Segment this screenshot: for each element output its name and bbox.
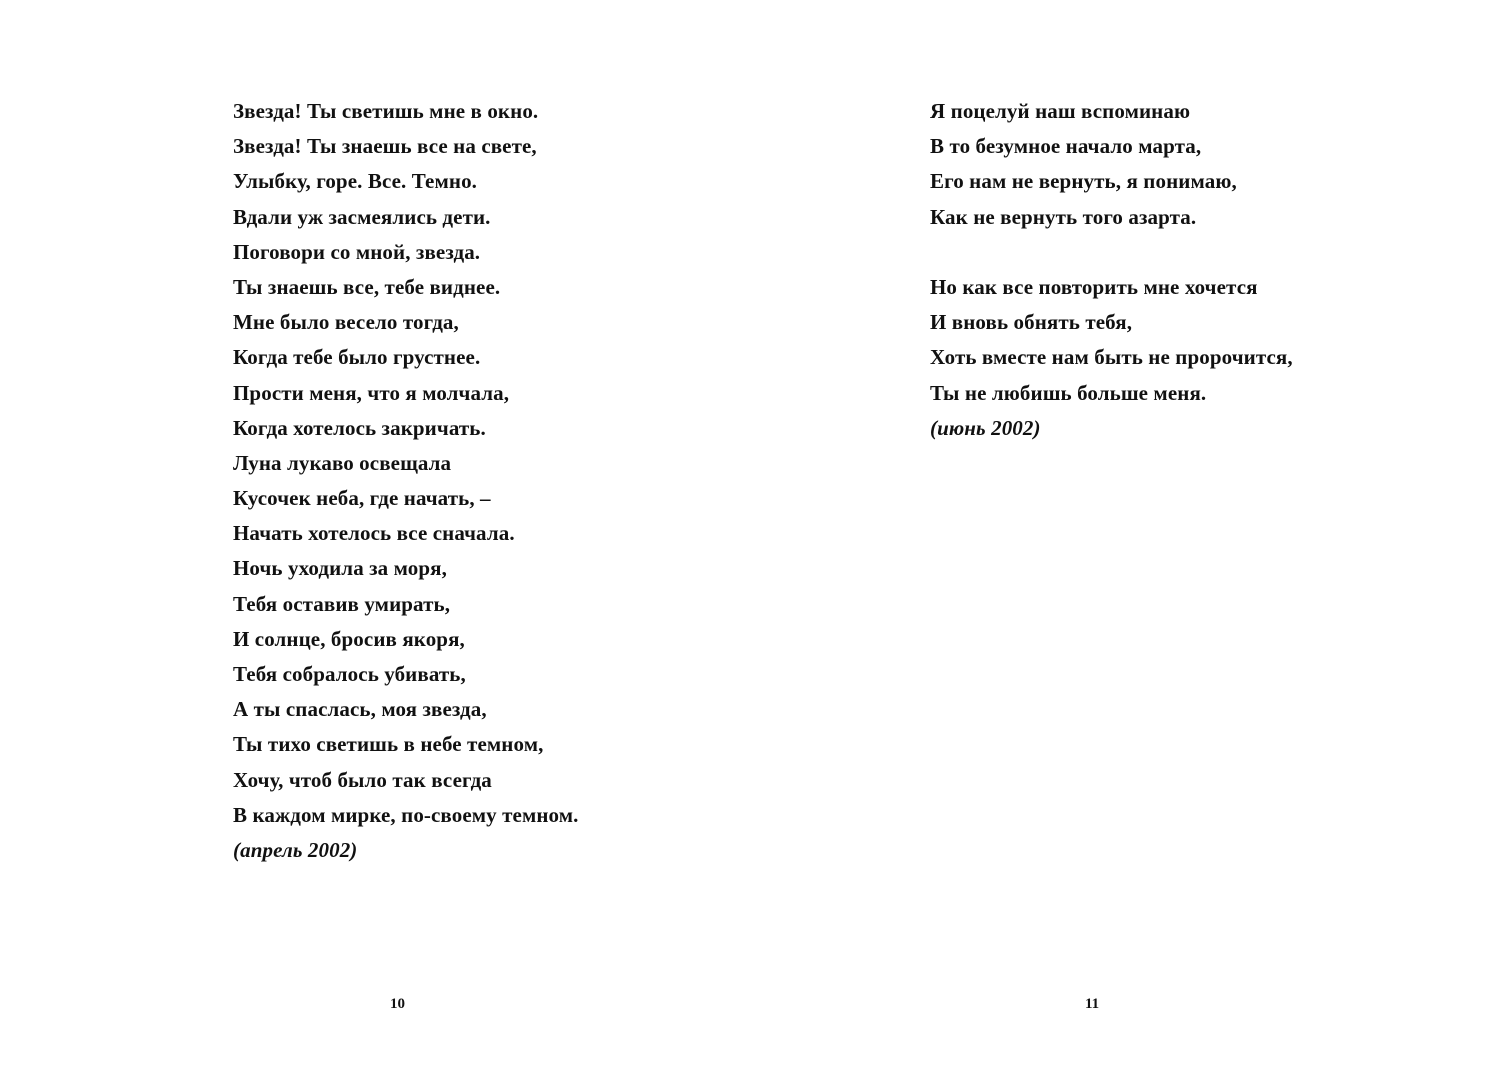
poem-line: Кусочек неба, где начать, –	[233, 486, 491, 511]
poem-line: Ночь уходила за моря,	[233, 556, 447, 581]
poem-line: Его нам не вернуть, я понимаю,	[930, 169, 1237, 194]
poem-line: Как не вернуть того азарта.	[930, 204, 1197, 229]
poem-line: В каждом мирке, по-своему темном.	[233, 802, 579, 827]
poem-line: Звезда! Ты знаешь все на свете,	[233, 134, 537, 159]
poem-line: Поговори со мной, звезда.	[233, 239, 481, 264]
poem-april-2002	[233, 94, 579, 868]
poem-line: Ты тихо светишь в небе темном,	[233, 732, 544, 757]
poem-line: Тебя оставив умирать,	[233, 591, 451, 616]
stanza-break	[930, 235, 1293, 270]
right-page	[750, 0, 1499, 1080]
poem-june-2002	[930, 94, 1293, 446]
poem-line: В то безумное начало марта,	[930, 134, 1202, 159]
poem-date: (апрель 2002)	[233, 837, 358, 862]
poem-line: И солнце, бросив якоря,	[233, 626, 465, 651]
poem-line: Луна лукаво освещала	[233, 450, 452, 475]
poem-line: Я поцелуй наш вспоминаю	[930, 99, 1191, 123]
poem-line: Но как все повторить мне хочется	[930, 274, 1258, 299]
poem-line: Когда хотелось закричать.	[233, 415, 486, 440]
poem-line: Вдали уж засмеялись дети.	[233, 204, 491, 229]
poem-date: (июнь 2002)	[930, 415, 1041, 440]
page-number: 11	[1085, 996, 1100, 1012]
poem-line: Хоть вместе нам быть не пророчится,	[930, 345, 1293, 370]
poem-line: И вновь обнять тебя,	[930, 310, 1133, 335]
poem-line: Улыбку, горе. Все. Темно.	[233, 169, 478, 194]
poem-line: Хочу, чтоб было так всегда	[233, 767, 492, 792]
poem-line: Ты знаешь все, тебе виднее.	[233, 274, 501, 299]
poem-line: Тебя собралось убивать,	[233, 662, 466, 686]
poem-line: Начать хотелось все сначала.	[233, 521, 515, 546]
poem-line: Звезда! Ты светишь мне в окно.	[233, 99, 539, 123]
page-number: 10	[390, 996, 405, 1012]
poem-line: А ты спаслась, моя звезда,	[233, 697, 487, 722]
poem-line: Когда тебе было грустнее.	[233, 345, 481, 370]
poem-line: Мне было весело тогда,	[233, 310, 459, 335]
poem-line: Прости меня, что я молчала,	[233, 380, 510, 405]
poem-line: Ты не любишь больше меня.	[930, 380, 1207, 405]
